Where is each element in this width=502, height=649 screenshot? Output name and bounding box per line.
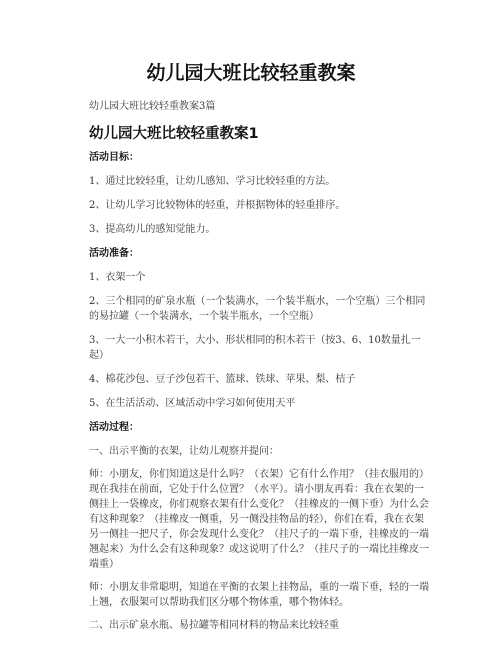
process-heading: 活动过程： <box>89 422 139 433</box>
section-title: 幼儿园大班比较轻重教案1 <box>89 126 259 142</box>
prep-item: 5、在生活活动、区域活动中学习如何使用天平 <box>89 398 296 409</box>
prep-item: 4、棉花沙包、豆子沙包若干、篮球、铁球、苹果、梨、桔子 <box>89 374 356 385</box>
process-paragraph: 一、出示平衡的衣架，让幼儿观察并提问： <box>89 446 279 457</box>
goals-heading: 活动目标： <box>89 152 139 163</box>
document-body <box>89 150 429 641</box>
goal-item: 1、通过比较轻重，让幼儿感知、学习比较轻重的方法。 <box>89 176 336 187</box>
prep-item: 1、衣架一个 <box>89 272 146 283</box>
goal-item: 2、让幼儿学习比较物体的轻重，并根据物体的轻重排序。 <box>89 200 346 211</box>
prep-item: 2、三个相同的矿泉水瓶（一个装满水，一个装半瓶水，一个空瓶）三个相同的易拉罐（一个装满水，一个装半瓶水，一个空瓶） <box>89 296 426 322</box>
document-subtitle: 幼儿园大班比较轻重教案3篇 <box>89 101 216 112</box>
prep-heading: 活动准备： <box>89 248 139 259</box>
document-title: 幼儿园大班比较轻重教案 <box>146 62 356 84</box>
prep-item: 3、一大一小积木若干，大小、形状相同的积木若干（按3、6、10数量扎一起） <box>89 335 421 361</box>
process-paragraph: 师：小朋友非常聪明，知道在平衡的衣架上挂物品，重的一端下垂，轻的一端上翘，衣服架可以帮助我们区分哪个物体重，哪个物体轻。 <box>89 582 429 608</box>
goal-item: 3、提高幼儿的感知觉能力。 <box>89 224 216 235</box>
process-paragraph: 二、出示矿泉水瓶、易拉罐等相同材料的物品来比较轻重 <box>89 620 339 631</box>
process-paragraph: 师：小朋友，你们知道这是什么吗？（衣架）它有什么作用？（挂衣服用的）现在我挂在前面，它处于什么位置？（水平）。请小朋友再看：我在衣架的一侧挂上一袋橡皮，你们观察衣架有什么变化？（挂橡皮的一侧下垂）为什么会有这种现象？（挂橡皮一侧重，另一侧没挂物品的轻），你们在看，我在衣架另一侧挂一把尺子，你会发现什么变化？（挂尺子的一端下垂，挂橡皮的一端翘起来）为什么会有这种现象？或这说明了什么？（挂尺子的一端比挂橡皮一端重） <box>89 469 429 570</box>
